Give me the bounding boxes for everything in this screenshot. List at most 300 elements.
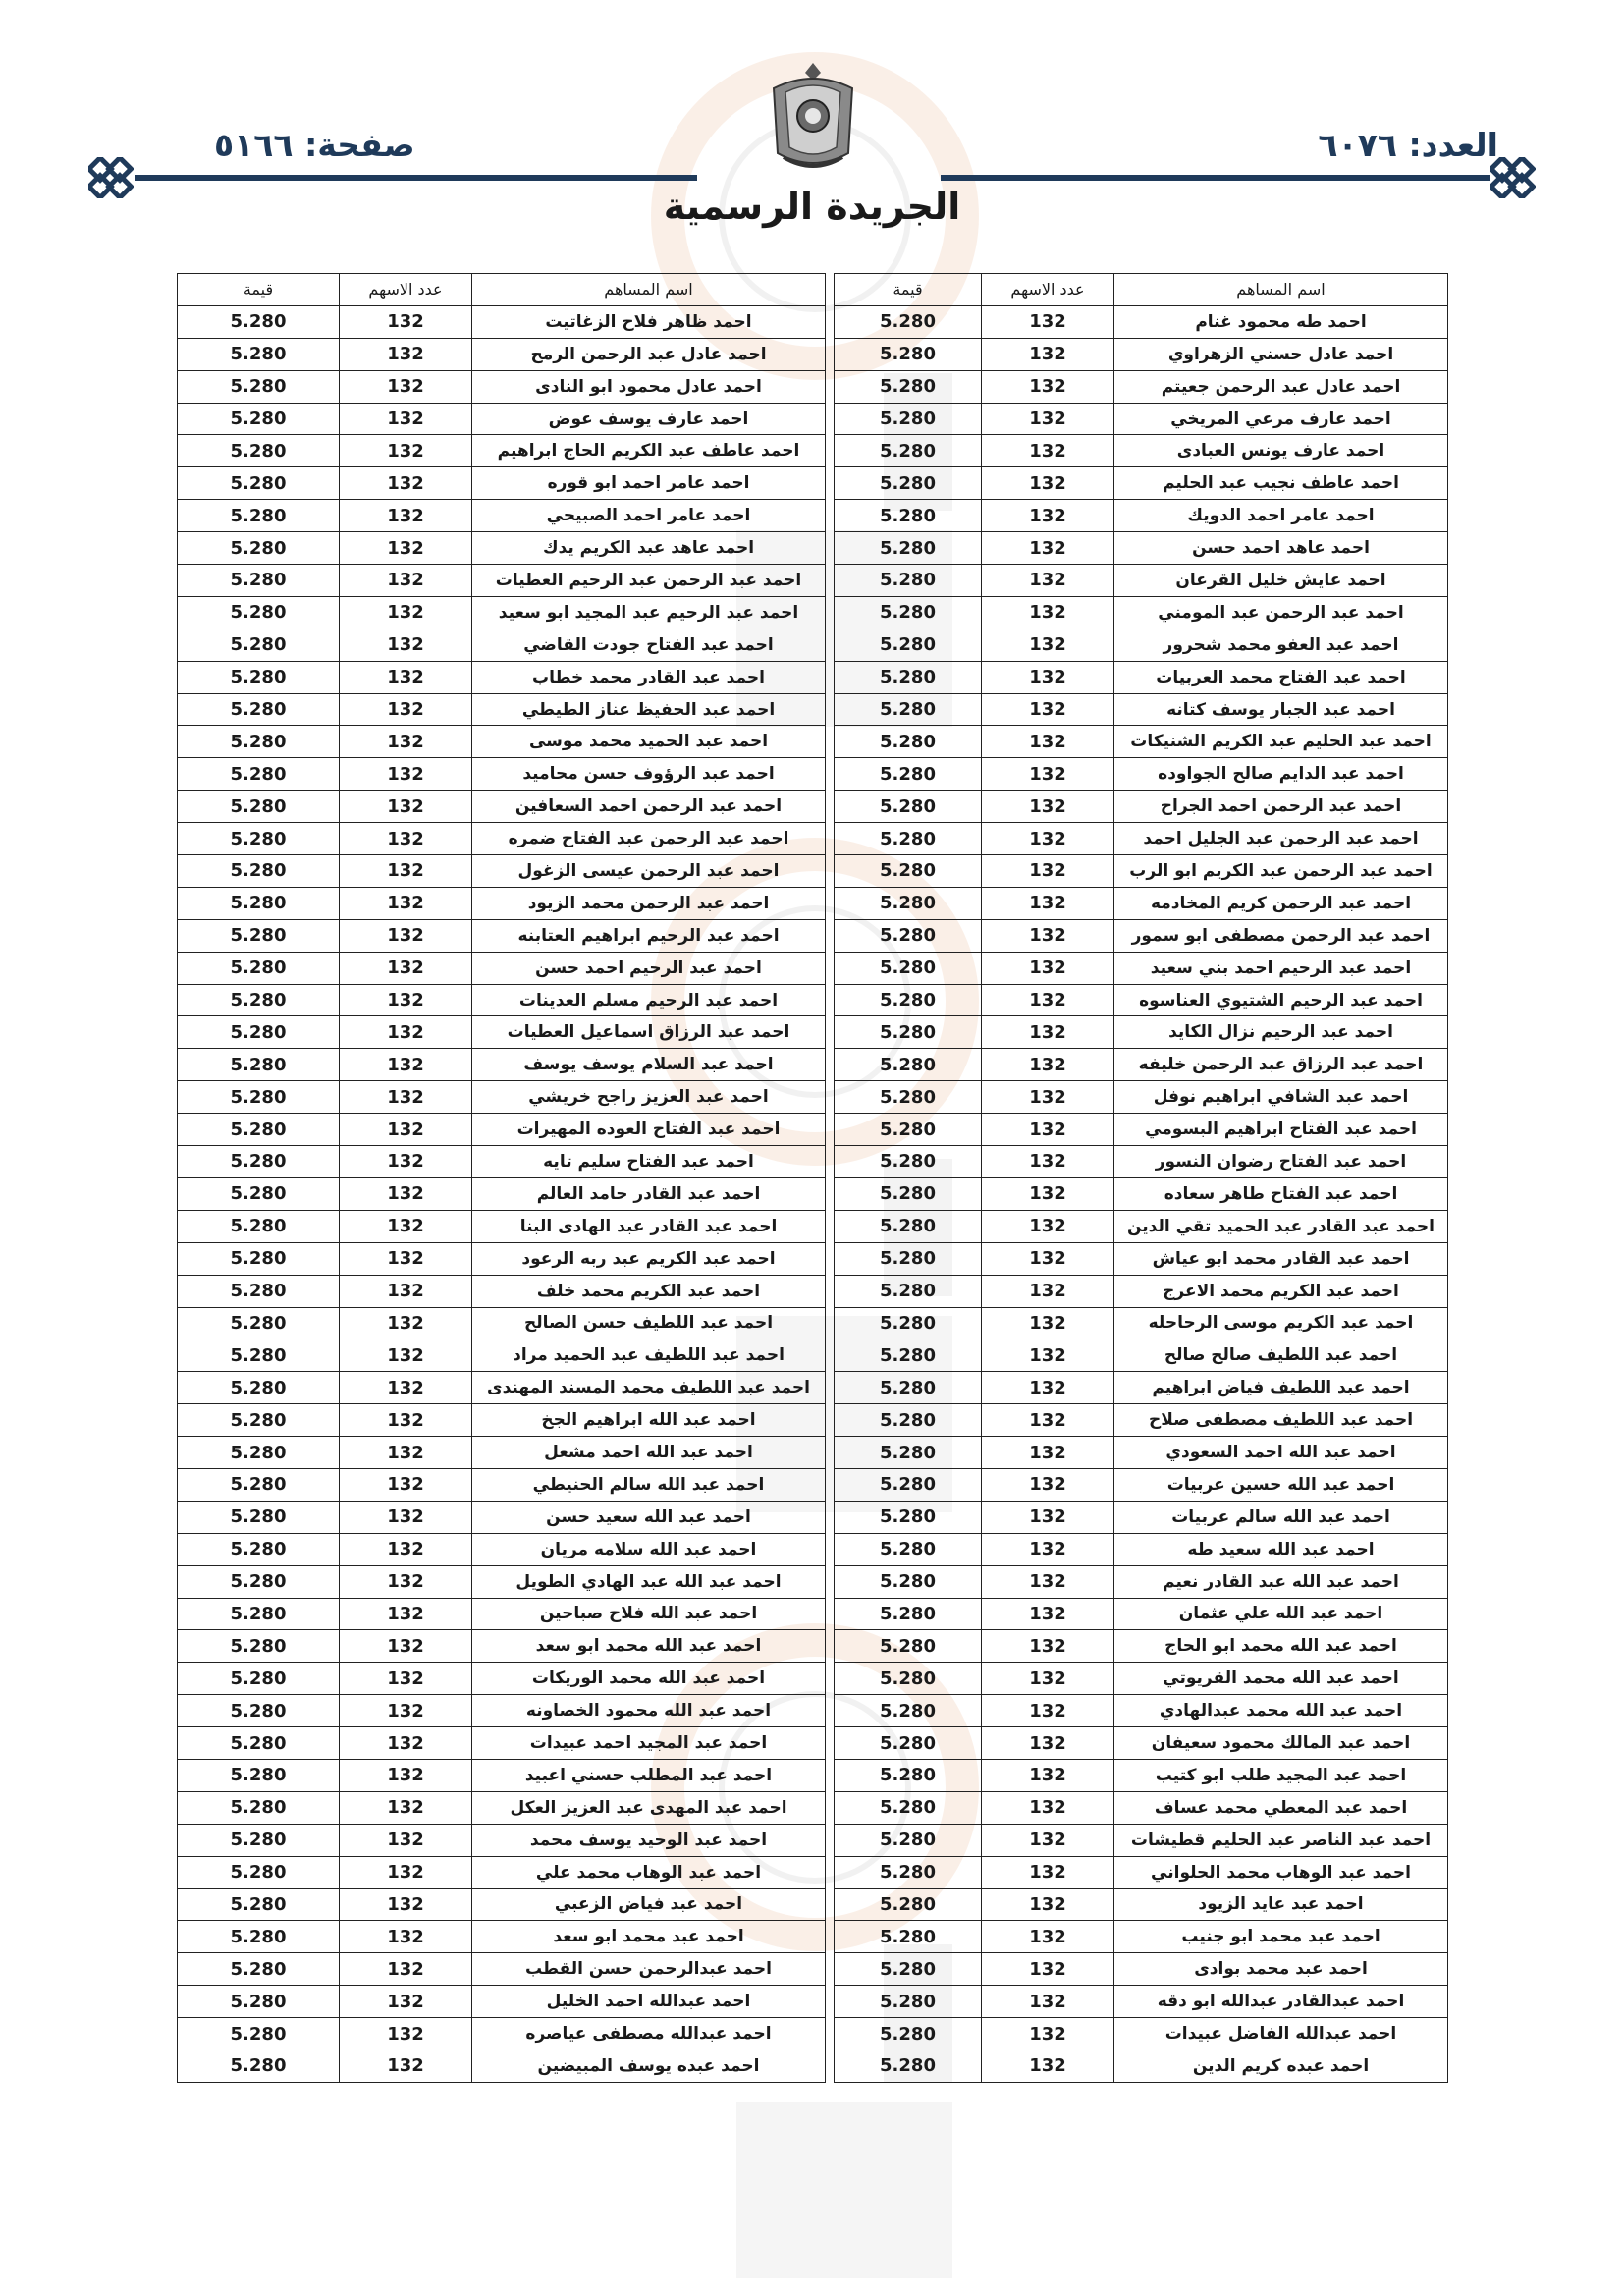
- cell-name: احمد عبد اللطيف محمد المسند المهندى: [472, 1372, 826, 1404]
- cell-value: 5.280: [835, 532, 982, 565]
- column-gap: [826, 1242, 835, 1275]
- cell-name: احمد عبد الرحمن محمد الزيود: [472, 887, 826, 919]
- cell-name: احمد عبد الدايم صالح الجواوده: [1114, 758, 1448, 791]
- column-gap: [826, 984, 835, 1016]
- cell-name: احمد عبد الرحيم مسلم العدينات: [472, 984, 826, 1016]
- header-rule-left: [135, 175, 697, 181]
- cell-value: 5.280: [835, 1307, 982, 1339]
- cell-shares: 132: [982, 532, 1114, 565]
- column-gap: [826, 693, 835, 726]
- column-gap: [826, 2018, 835, 2050]
- cell-name: احمد عبد المهدى عبد العزيز العكل: [472, 1791, 826, 1824]
- cell-value: 5.280: [178, 1727, 340, 1760]
- cell-value: 5.280: [835, 1372, 982, 1404]
- cell-value: 5.280: [178, 726, 340, 758]
- cell-value: 5.280: [835, 435, 982, 467]
- column-gap: [826, 403, 835, 435]
- cell-value: 5.280: [178, 435, 340, 467]
- cell-name: احمد عبد الفتاح رضوان النسور: [1114, 1146, 1448, 1178]
- cell-value: 5.280: [835, 403, 982, 435]
- table-row: [178, 1663, 1448, 1695]
- cell-value: 5.280: [835, 596, 982, 629]
- cell-shares: 132: [982, 1695, 1114, 1727]
- cell-name: احمد عامر احمد الصبيحي: [472, 500, 826, 532]
- issue-number: العدد: ٦٠٧٦: [1318, 126, 1498, 164]
- cell-name: احمد عبد الفتاح سليم تايه: [472, 1146, 826, 1178]
- cell-name: احمد عبد الرحيم احمد بني سعيد: [1114, 952, 1448, 984]
- cell-name: احمد عبد الكريم محمد خلف: [472, 1275, 826, 1307]
- cell-value: 5.280: [835, 758, 982, 791]
- cell-name: احمد عبده كريم الدين: [1114, 2050, 1448, 2082]
- cell-value: 5.280: [178, 1016, 340, 1049]
- cell-value: 5.280: [835, 1468, 982, 1501]
- cell-name: احمد عبد الفتاح ابراهيم البسومي: [1114, 1114, 1448, 1146]
- cell-value: 5.280: [835, 565, 982, 597]
- cell-shares: 132: [340, 1114, 472, 1146]
- table-row: [178, 1791, 1448, 1824]
- cell-value: 5.280: [178, 1986, 340, 2018]
- column-gap: [826, 758, 835, 791]
- cell-shares: 132: [982, 1016, 1114, 1049]
- cell-value: 5.280: [835, 1501, 982, 1533]
- cell-name: احمد عبد الرحمن عبد الجليل احمد: [1114, 823, 1448, 855]
- cell-name: احمد عبد المجيد احمد عبيدات: [472, 1727, 826, 1760]
- cell-value: 5.280: [835, 791, 982, 823]
- cell-shares: 132: [982, 1177, 1114, 1210]
- cell-value: 5.280: [178, 823, 340, 855]
- cell-shares: 132: [982, 1663, 1114, 1695]
- cell-value: 5.280: [178, 1437, 340, 1469]
- column-gap: [826, 1727, 835, 1760]
- header-rule-right: [941, 175, 1490, 181]
- cell-value: 5.280: [835, 500, 982, 532]
- cell-value: 5.280: [178, 791, 340, 823]
- table-row: [178, 435, 1448, 467]
- cell-value: 5.280: [178, 2018, 340, 2050]
- cell-shares: 132: [982, 1888, 1114, 1921]
- column-gap: [826, 1210, 835, 1242]
- column-gap: [826, 1275, 835, 1307]
- table-row: [178, 500, 1448, 532]
- cell-shares: 132: [982, 1049, 1114, 1081]
- table-row: [178, 629, 1448, 661]
- column-gap: [826, 1016, 835, 1049]
- cell-name: احمد عبد الله محمود الخصاونه: [472, 1695, 826, 1727]
- cell-name: احمد عبد الرحمن احمد الجراح: [1114, 791, 1448, 823]
- cell-name: احمد عبد الحفيظ عناز الطيطي: [472, 693, 826, 726]
- cell-shares: 132: [340, 1501, 472, 1533]
- page-header: [0, 0, 1624, 255]
- cell-shares: 132: [340, 1242, 472, 1275]
- cell-name: احمد عامر احمد الدويك: [1114, 500, 1448, 532]
- cell-name: احمد عبد الرحيم الشتيوي العناسوه: [1114, 984, 1448, 1016]
- cell-value: 5.280: [835, 1727, 982, 1760]
- column-gap: [826, 370, 835, 403]
- cell-value: 5.280: [178, 758, 340, 791]
- cell-shares: 132: [982, 1953, 1114, 1986]
- column-gap: [826, 1921, 835, 1953]
- cell-shares: 132: [982, 984, 1114, 1016]
- cell-shares: 132: [340, 1953, 472, 1986]
- cell-name: احمد عبد الله سالم الحنيطي: [472, 1468, 826, 1501]
- cell-name: احمد عبد الرحمن عبد المومني: [1114, 596, 1448, 629]
- cell-shares: 132: [982, 1468, 1114, 1501]
- cell-name: احمد عبد المطلب حسني اعبيد: [472, 1759, 826, 1791]
- cell-shares: 132: [982, 1275, 1114, 1307]
- table-row: [178, 1372, 1448, 1404]
- cell-value: 5.280: [178, 1146, 340, 1178]
- cell-shares: 132: [340, 1727, 472, 1760]
- table-row: [178, 1759, 1448, 1791]
- cell-name: احمد عبد العفو محمد شحرور: [1114, 629, 1448, 661]
- cell-shares: 132: [982, 338, 1114, 370]
- cell-shares: 132: [982, 1565, 1114, 1598]
- cell-name: احمد عبد الفتاح طاهر سعاده: [1114, 1177, 1448, 1210]
- cell-name: احمد عبد الرحمن عيسى الزغول: [472, 855, 826, 888]
- cell-value: 5.280: [178, 500, 340, 532]
- cell-name: احمد عبد فياض الزعبي: [472, 1888, 826, 1921]
- cell-name: احمد عبد الله عبد الهادي الطويل: [472, 1565, 826, 1598]
- cell-value: 5.280: [178, 1598, 340, 1630]
- cell-shares: 132: [340, 370, 472, 403]
- cell-name: احمد عبدالله احمد الخليل: [472, 1986, 826, 2018]
- cell-value: 5.280: [835, 305, 982, 338]
- column-gap: [826, 1630, 835, 1663]
- cell-value: 5.280: [178, 887, 340, 919]
- table-row: [178, 919, 1448, 952]
- table-row: [178, 1016, 1448, 1049]
- cell-shares: 132: [982, 1791, 1114, 1824]
- cell-shares: 132: [340, 1016, 472, 1049]
- cell-value: 5.280: [178, 305, 340, 338]
- column-header-value: قيمة: [178, 274, 340, 306]
- table-row: [178, 1856, 1448, 1888]
- cell-value: 5.280: [178, 919, 340, 952]
- column-gap: [826, 338, 835, 370]
- column-gap: [826, 467, 835, 500]
- cell-shares: 132: [982, 693, 1114, 726]
- column-gap: [826, 1437, 835, 1469]
- column-gap: [826, 629, 835, 661]
- cell-shares: 132: [982, 1759, 1114, 1791]
- cell-name: احمد عبدالله الفاضل عبيدات: [1114, 2018, 1448, 2050]
- cell-name: احمد عبد الرحمن عبد الفتاح ضمره: [472, 823, 826, 855]
- cell-value: 5.280: [835, 1565, 982, 1598]
- table-row: [178, 1986, 1448, 2018]
- cell-name: احمد عبد الله ابراهيم الجخ: [472, 1404, 826, 1437]
- cell-name: احمد عبد القادر عبد الحميد تقي الدين: [1114, 1210, 1448, 1242]
- cell-value: 5.280: [178, 693, 340, 726]
- cell-name: احمد عبد القادر حامد العالم: [472, 1177, 826, 1210]
- table-header-row: [178, 274, 1448, 306]
- cell-name: احمد عبده يوسف المبيضين: [472, 2050, 826, 2082]
- table-row: [178, 1824, 1448, 1856]
- cell-shares: 132: [340, 1404, 472, 1437]
- column-gap: [826, 1404, 835, 1437]
- cell-value: 5.280: [178, 1242, 340, 1275]
- table-row: [178, 305, 1448, 338]
- cell-name: احمد عبد القادر محمد خطاب: [472, 661, 826, 693]
- cell-value: 5.280: [178, 1114, 340, 1146]
- table-row: [178, 1953, 1448, 1986]
- cell-shares: 132: [340, 1565, 472, 1598]
- cell-name: احمد ظاهر فلاح الزغاتيت: [472, 305, 826, 338]
- cell-shares: 132: [982, 2018, 1114, 2050]
- cell-name: احمد عبد العزيز راجح خريشي: [472, 1081, 826, 1114]
- cell-shares: 132: [340, 1049, 472, 1081]
- cell-value: 5.280: [835, 1759, 982, 1791]
- cell-name: احمد طه محمود غنام: [1114, 305, 1448, 338]
- cell-value: 5.280: [178, 855, 340, 888]
- cell-value: 5.280: [178, 1081, 340, 1114]
- cell-shares: 132: [340, 1081, 472, 1114]
- table-row: [178, 1695, 1448, 1727]
- cell-name: احمد عبد الرحمن عبد الرحيم العطيات: [472, 565, 826, 597]
- cell-name: احمد عبد السلام يوسف يوسف: [472, 1049, 826, 1081]
- cell-name: احمد عاطف عبد الكريم الحاج ابراهيم: [472, 435, 826, 467]
- cell-value: 5.280: [178, 1921, 340, 1953]
- cell-value: 5.280: [178, 1565, 340, 1598]
- cell-value: 5.280: [835, 855, 982, 888]
- table-row: [178, 1339, 1448, 1372]
- cell-value: 5.280: [835, 984, 982, 1016]
- cell-value: 5.280: [835, 1630, 982, 1663]
- cell-value: 5.280: [835, 1177, 982, 1210]
- cell-name: احمد عارف مرعي المريخي: [1114, 403, 1448, 435]
- cell-name: احمد عبد المالك محمود سعيفان: [1114, 1727, 1448, 1760]
- table-row: [178, 758, 1448, 791]
- column-gap: [826, 1049, 835, 1081]
- column-gap: [826, 661, 835, 693]
- cell-name: احمد عبد الرحيم ابراهيم العتابنه: [472, 919, 826, 952]
- cell-shares: 132: [340, 887, 472, 919]
- table-row: [178, 1888, 1448, 1921]
- column-gap: [826, 1339, 835, 1372]
- cell-shares: 132: [982, 467, 1114, 500]
- table-row: [178, 1177, 1448, 1210]
- cell-value: 5.280: [835, 693, 982, 726]
- cell-shares: 132: [340, 855, 472, 888]
- cell-name: احمد عبد الحميد محمد موسى: [472, 726, 826, 758]
- column-header-shares: عدد الاسهم: [982, 274, 1114, 306]
- cell-shares: 132: [340, 726, 472, 758]
- cell-name: احمد عامر احمد ابو قوره: [472, 467, 826, 500]
- table-row: [178, 1598, 1448, 1630]
- column-gap: [826, 1791, 835, 1824]
- cell-shares: 132: [982, 596, 1114, 629]
- column-gap: [826, 823, 835, 855]
- cell-value: 5.280: [178, 1663, 340, 1695]
- cell-shares: 132: [340, 1791, 472, 1824]
- cell-value: 5.280: [178, 338, 340, 370]
- cell-value: 5.280: [178, 1856, 340, 1888]
- cell-name: احمد عبد الله احمد مشعل: [472, 1437, 826, 1469]
- cell-value: 5.280: [835, 1824, 982, 1856]
- cell-shares: 132: [982, 500, 1114, 532]
- table-row: [178, 1533, 1448, 1565]
- cell-name: احمد عادل محمود ابو النادى: [472, 370, 826, 403]
- table-row: [178, 1242, 1448, 1275]
- column-gap: [826, 1856, 835, 1888]
- cell-value: 5.280: [178, 596, 340, 629]
- cell-name: احمد عاهد احمد حسن: [1114, 532, 1448, 565]
- cell-value: 5.280: [835, 661, 982, 693]
- table-row: [178, 565, 1448, 597]
- cell-shares: 132: [982, 855, 1114, 888]
- table-row: [178, 370, 1448, 403]
- cell-name: احمد عبد محمد بوادى: [1114, 1953, 1448, 1986]
- column-gap: [826, 1986, 835, 2018]
- cell-name: احمد عادل حسني الزهراوي: [1114, 338, 1448, 370]
- cell-name: احمد عبد الرحيم احمد حسن: [472, 952, 826, 984]
- cell-name: احمد عبد اللطيف مصطفى صلاح: [1114, 1404, 1448, 1437]
- cell-value: 5.280: [835, 919, 982, 952]
- table-row: [178, 1468, 1448, 1501]
- cell-name: احمد عبد الناصر عبد الحليم قطيشات: [1114, 1824, 1448, 1856]
- cell-shares: 132: [982, 1114, 1114, 1146]
- cell-value: 5.280: [178, 1791, 340, 1824]
- cell-value: 5.280: [178, 1339, 340, 1372]
- column-gap: [826, 1372, 835, 1404]
- column-gap: [826, 1468, 835, 1501]
- cell-shares: 132: [340, 791, 472, 823]
- column-gap: [826, 919, 835, 952]
- cell-name: احمد عبد الرؤوف حسن محاميد: [472, 758, 826, 791]
- column-gap: [826, 1598, 835, 1630]
- column-gap: [826, 952, 835, 984]
- column-gap: [826, 1146, 835, 1178]
- cell-name: احمد عبد المجيد طلب ابو كتيب: [1114, 1759, 1448, 1791]
- cell-value: 5.280: [178, 1210, 340, 1242]
- cell-shares: 132: [982, 1598, 1114, 1630]
- column-gap: [826, 1565, 835, 1598]
- cell-name: احمد عبد الفتاح محمد العربيات: [1114, 661, 1448, 693]
- cell-name: احمد عبد الكريم عبد ربه الرعود: [472, 1242, 826, 1275]
- cell-shares: 132: [340, 565, 472, 597]
- cell-value: 5.280: [835, 1339, 982, 1372]
- column-gap: [826, 1888, 835, 1921]
- cell-shares: 132: [340, 1146, 472, 1178]
- cell-shares: 132: [982, 1210, 1114, 1242]
- column-gap: [826, 1307, 835, 1339]
- cell-shares: 132: [982, 1437, 1114, 1469]
- column-gap: [826, 855, 835, 888]
- cell-name: احمد عبد الرحمن كريم المخادمه: [1114, 887, 1448, 919]
- cell-shares: 132: [340, 1275, 472, 1307]
- cell-value: 5.280: [178, 1372, 340, 1404]
- cell-name: احمد عبدالرحمن حسن القطب: [472, 1953, 826, 1986]
- cell-value: 5.280: [178, 984, 340, 1016]
- cell-value: 5.280: [835, 1598, 982, 1630]
- cell-value: 5.280: [835, 338, 982, 370]
- cell-shares: 132: [340, 2050, 472, 2082]
- cell-value: 5.280: [835, 1210, 982, 1242]
- column-gap: [826, 1824, 835, 1856]
- cell-value: 5.280: [178, 1630, 340, 1663]
- cell-value: 5.280: [835, 1016, 982, 1049]
- column-gap: [826, 726, 835, 758]
- cell-shares: 132: [982, 1533, 1114, 1565]
- cell-name: احمد عبد الله محمد ابو الحاج: [1114, 1630, 1448, 1663]
- cell-value: 5.280: [835, 1953, 982, 1986]
- cell-value: 5.280: [835, 2050, 982, 2082]
- table-row: [178, 1921, 1448, 1953]
- cell-shares: 132: [340, 758, 472, 791]
- column-gap: [826, 1501, 835, 1533]
- table-row: [178, 2018, 1448, 2050]
- cell-name: احمد عبد الله حسين عربيات: [1114, 1468, 1448, 1501]
- table-row: [178, 726, 1448, 758]
- cell-value: 5.280: [178, 403, 340, 435]
- cell-shares: 132: [982, 758, 1114, 791]
- column-gap: [826, 435, 835, 467]
- cell-shares: 132: [340, 467, 472, 500]
- cell-value: 5.280: [835, 1663, 982, 1695]
- cell-name: احمد عادل عبد الرحمن جعيتم: [1114, 370, 1448, 403]
- table-row: [178, 887, 1448, 919]
- cell-shares: 132: [340, 1468, 472, 1501]
- table-row: [178, 661, 1448, 693]
- cell-value: 5.280: [178, 2050, 340, 2082]
- cell-shares: 132: [982, 1307, 1114, 1339]
- cell-shares: 132: [340, 1986, 472, 2018]
- cell-shares: 132: [982, 1727, 1114, 1760]
- table-row: [178, 2050, 1448, 2082]
- table-row: [178, 1146, 1448, 1178]
- cell-value: 5.280: [178, 1501, 340, 1533]
- column-gap: [826, 791, 835, 823]
- cell-name: احمد عبد عايد الزيود: [1114, 1888, 1448, 1921]
- cell-shares: 132: [982, 1824, 1114, 1856]
- table-row: [178, 338, 1448, 370]
- cell-name: احمد عبد الرزاق اسماعيل العطيات: [472, 1016, 826, 1049]
- cell-name: احمد عبد الحليم عبد الكريم الشنيكات: [1114, 726, 1448, 758]
- table-row: [178, 1307, 1448, 1339]
- cell-value: 5.280: [178, 565, 340, 597]
- cell-name: احمد عادل عبد الرحمن الرمح: [472, 338, 826, 370]
- cell-value: 5.280: [178, 1888, 340, 1921]
- cell-value: 5.280: [835, 1437, 982, 1469]
- cell-value: 5.280: [835, 1242, 982, 1275]
- table-row: [178, 1404, 1448, 1437]
- cell-value: 5.280: [835, 370, 982, 403]
- cell-shares: 132: [982, 629, 1114, 661]
- cell-value: 5.280: [178, 370, 340, 403]
- cell-value: 5.280: [178, 1824, 340, 1856]
- cell-value: 5.280: [835, 726, 982, 758]
- cell-value: 5.280: [835, 1533, 982, 1565]
- cell-name: احمد عبد الرحمن احمد السعافين: [472, 791, 826, 823]
- cell-shares: 132: [982, 791, 1114, 823]
- cell-name: احمد عبد الوحيد يوسف محمد: [472, 1824, 826, 1856]
- cell-shares: 132: [982, 1372, 1114, 1404]
- cell-name: احمد عبد الشافي ابراهيم نوفل: [1114, 1081, 1448, 1114]
- cell-shares: 132: [982, 1501, 1114, 1533]
- cell-shares: 132: [340, 1695, 472, 1727]
- cell-shares: 132: [340, 984, 472, 1016]
- page-number: صفحة: ٥١٦٦: [214, 126, 415, 164]
- cell-name: احمد عاطف نجيب عبد الحليم: [1114, 467, 1448, 500]
- cell-value: 5.280: [835, 1404, 982, 1437]
- cell-name: احمد عبدالله مصطفى عياصره: [472, 2018, 826, 2050]
- cell-shares: 132: [340, 1177, 472, 1210]
- cell-shares: 132: [340, 1598, 472, 1630]
- cell-name: احمد عبد الله محمد القريوتي: [1114, 1663, 1448, 1695]
- cell-shares: 132: [340, 338, 472, 370]
- cell-name: احمد عبدالقادر عبدالله ابو دقه: [1114, 1986, 1448, 2018]
- column-gap: [826, 887, 835, 919]
- cell-name: احمد عبد الله محمد الوريكات: [472, 1663, 826, 1695]
